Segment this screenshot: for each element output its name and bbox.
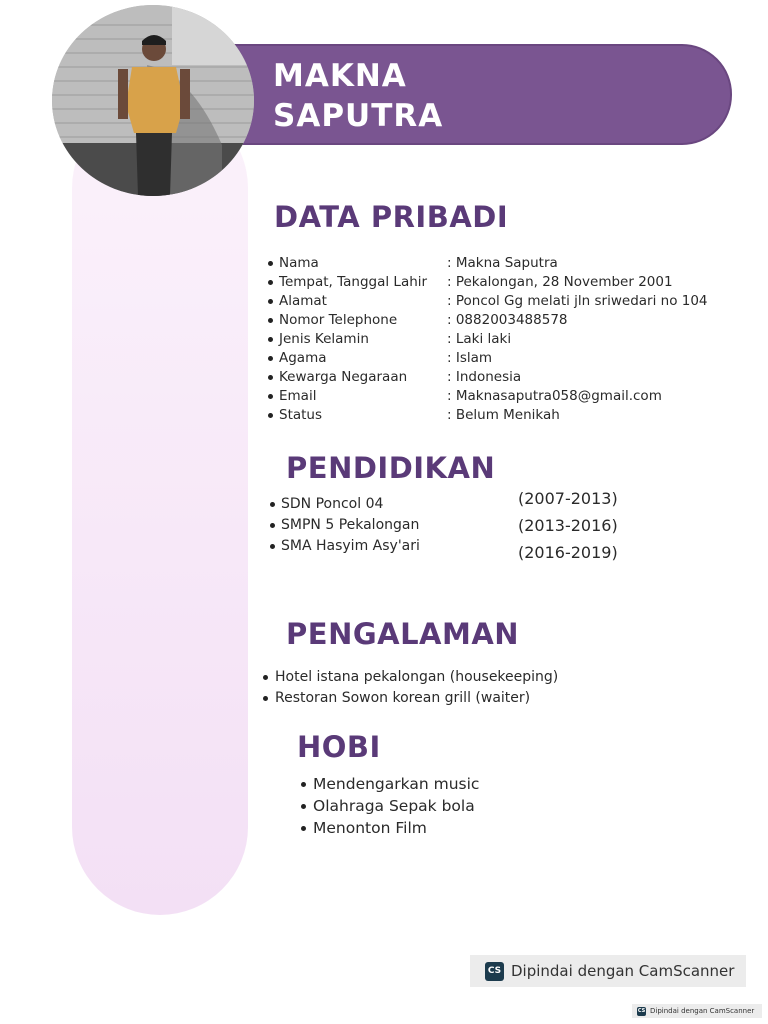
field-label: Email	[279, 388, 317, 404]
profile-photo	[52, 5, 254, 196]
field-value: : 0882003488578	[447, 312, 568, 328]
list-item	[266, 330, 708, 349]
first-name: MAKNA	[273, 58, 407, 94]
sidebar-decoration	[72, 100, 248, 915]
hobi-heading: HOBI	[297, 730, 381, 764]
camscanner-icon: CS	[485, 962, 504, 981]
field-label: Kewarga Negaraan	[279, 369, 408, 385]
field-label: Nama	[279, 255, 319, 271]
list-item: Olahraga Sepak bola	[299, 795, 479, 817]
field-value: : Belum Menikah	[447, 407, 560, 423]
field-value: : Indonesia	[447, 369, 522, 385]
watermark-text: Dipindai dengan CamScanner	[511, 962, 735, 980]
last-name: SAPUTRA	[273, 98, 444, 134]
experience-list	[261, 667, 558, 709]
pendidikan-heading: PENDIDIKAN	[286, 451, 496, 485]
field-value: : Islam	[447, 350, 493, 366]
list-item: SDN Poncol 04	[268, 494, 420, 515]
list-item: Mendengarkan music	[299, 773, 479, 795]
list-item	[266, 387, 708, 406]
year-range: (2016-2019)	[518, 543, 618, 562]
field-label: Agama	[279, 350, 327, 366]
list-item: SMA Hasyim Asy'ari	[268, 536, 420, 557]
list-item: Menonton Film	[299, 817, 479, 839]
year-range: (2007-2013)	[518, 489, 618, 508]
field-label: Tempat, Tanggal Lahir	[279, 274, 428, 290]
field-value: : Maknasaputra058@gmail.com	[447, 388, 662, 404]
field-label: Status	[279, 407, 323, 423]
field-value: : Makna Saputra	[447, 255, 558, 271]
year-range: (2013-2016)	[518, 516, 618, 535]
field-value: : Laki laki	[447, 331, 512, 347]
list-item	[266, 273, 708, 292]
education-list	[268, 494, 420, 557]
camscanner-icon: CS	[637, 1008, 646, 1014]
hobby-list	[299, 773, 479, 839]
field-value: : Pekalongan, 28 November 2001	[447, 274, 673, 290]
camscanner-watermark-small	[632, 1004, 762, 1018]
list-item: Restoran Sowon korean grill (waiter)	[261, 688, 558, 709]
list-item	[266, 311, 708, 330]
pengalaman-heading: PENGALAMAN	[286, 617, 520, 651]
list-item	[266, 292, 708, 311]
personal-data-list	[266, 254, 708, 425]
data-pribadi-heading: DATA PRIBADI	[274, 200, 509, 234]
list-item	[266, 349, 708, 368]
education-years	[518, 485, 618, 566]
list-item: Hotel istana pekalongan (housekeeping)	[261, 667, 558, 688]
list-item	[266, 254, 708, 273]
field-label: Jenis Kelamin	[279, 331, 369, 347]
full-name	[273, 56, 443, 136]
name-banner	[185, 44, 732, 145]
list-item	[266, 368, 708, 387]
field-value: : Poncol Gg melati jln sriwedari no 104	[447, 293, 708, 309]
list-item: SMPN 5 Pekalongan	[268, 515, 420, 536]
field-label: Nomor Telephone	[279, 312, 398, 328]
field-label: Alamat	[279, 293, 327, 309]
list-item	[266, 406, 708, 425]
watermark-text: Dipindai dengan CamScanner	[650, 1007, 755, 1015]
camscanner-watermark	[470, 955, 746, 987]
